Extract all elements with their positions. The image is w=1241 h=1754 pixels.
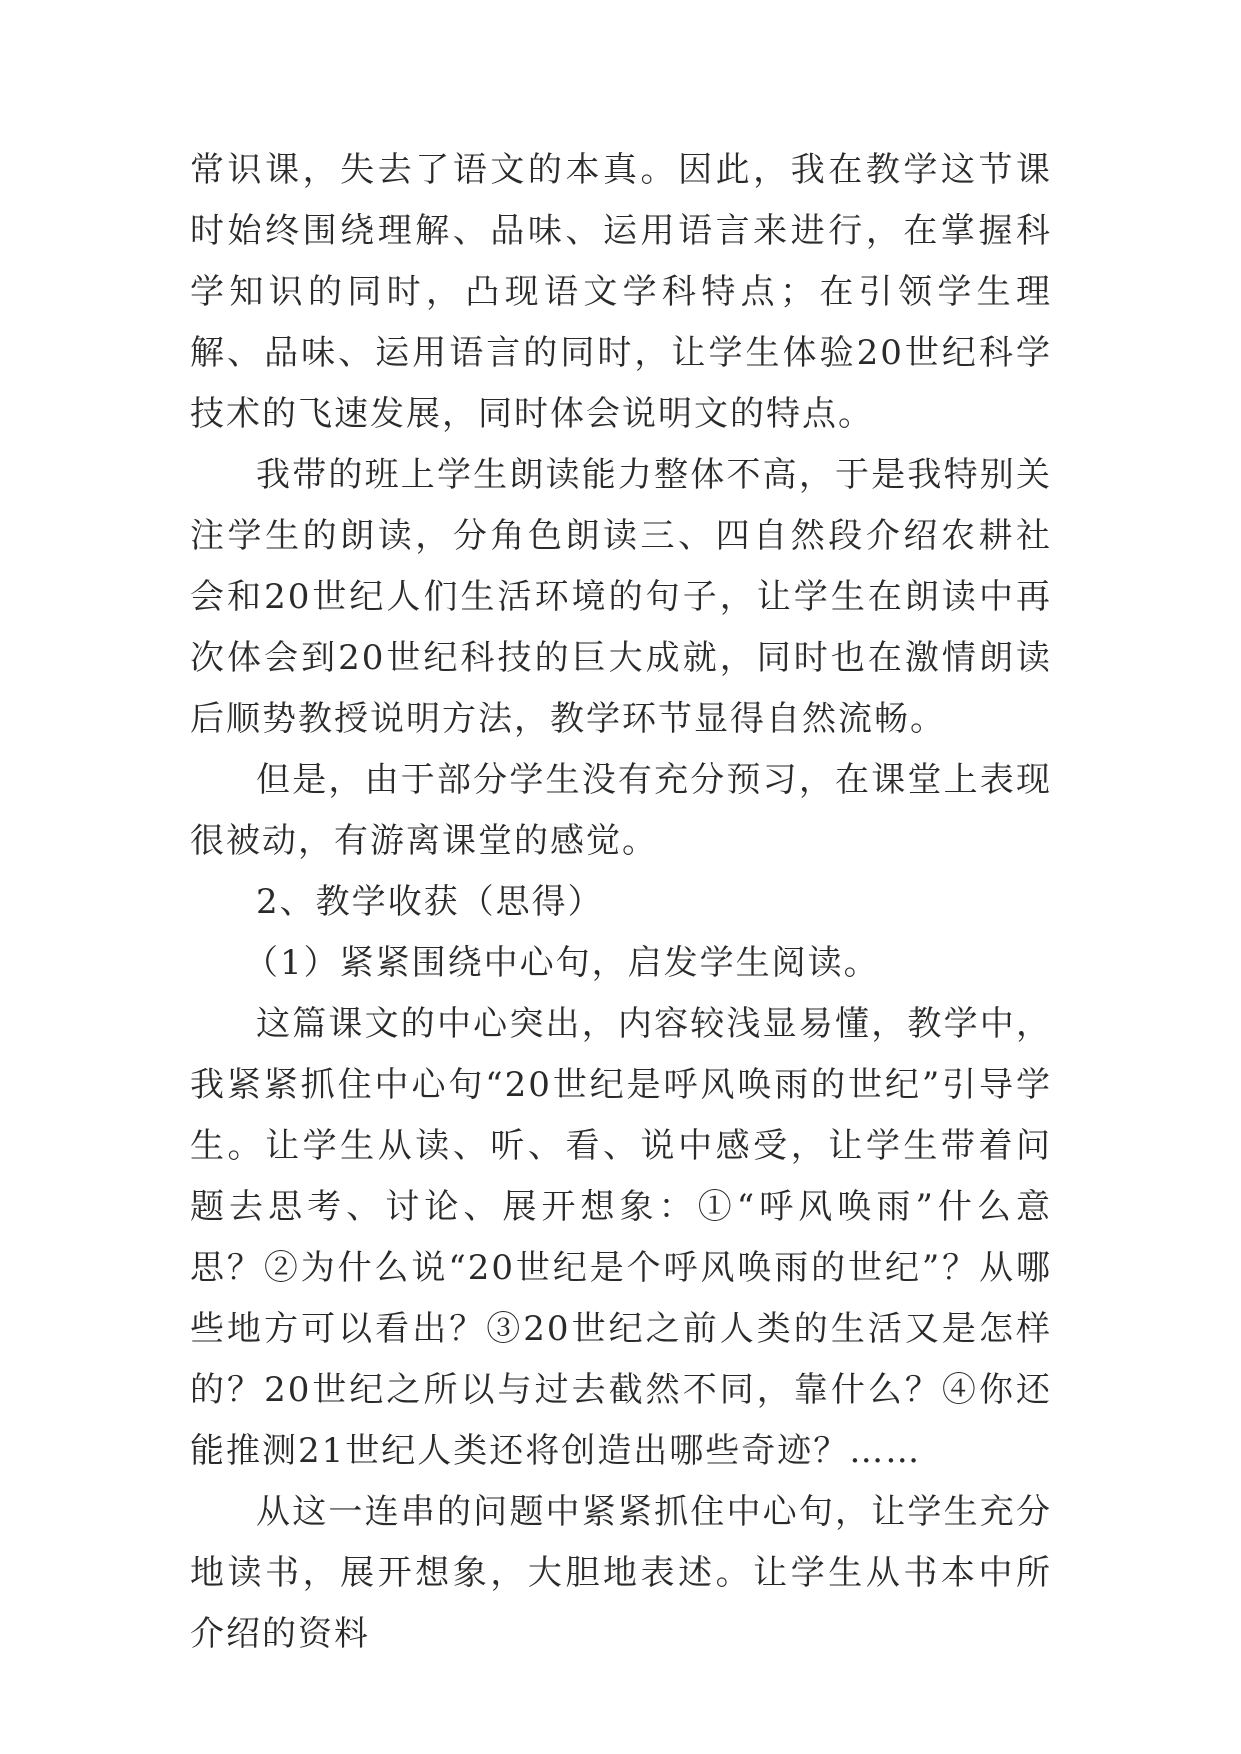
document-page: [190, 140, 1052, 1665]
subsection-heading: （1）紧紧围绕中心句，启发学生阅读。: [244, 943, 880, 983]
paragraph-1: 常识课，失去了语文的本真。因此，我在教学这节课时始终围绕理解、品味、运用语言来进行，在掌握科学知识的同时，凸现语文学科特点；在引领学生理解、品味、运用语言的同时，让学生体验20世纪科学技术的飞速发展，同时体会说明文的特点。: [190, 150, 1052, 434]
paragraph-2: 我带的班上学生朗读能力整体不高，于是我特别关注学生的朗读，分角色朗读三、四自然段介绍农耕社会和20世纪人们生活环境的句子，让学生在朗读中再次体会到20世纪科技的巨大成就，同时也在激情朗读后顺势教授说明方法，教学环节显得自然流畅。: [190, 455, 1052, 739]
paragraph-5: 从这一连串的问题中紧紧抓住中心句，让学生充分地读书，展开想象，大胆地表述。让学生从书本中所介绍的资料: [190, 1492, 1052, 1654]
paragraph-4: 这篇课文的中心突出，内容较浅显易懂，教学中，我紧紧抓住中心句“20世纪是呼风唤雨的世纪”引导学生。让学生从读、听、看、说中感受，让学生带着问题去思考、讨论、展开想象：①“呼风唤雨”什么意思？②为什么说“20世纪是个呼风唤雨的世纪”？从哪些地方可以看出？③20世纪之前人类的生活又是怎样的？20世纪之所以与过去截然不同，靠什么？④你还能推测21世纪人类还将创造出哪些奇迹？……: [190, 1004, 1052, 1471]
paragraph-3: 但是，由于部分学生没有充分预习，在课堂上表现很被动，有游离课堂的感觉。: [190, 760, 1052, 861]
section-heading: 2、教学收获（思得）: [256, 882, 604, 922]
